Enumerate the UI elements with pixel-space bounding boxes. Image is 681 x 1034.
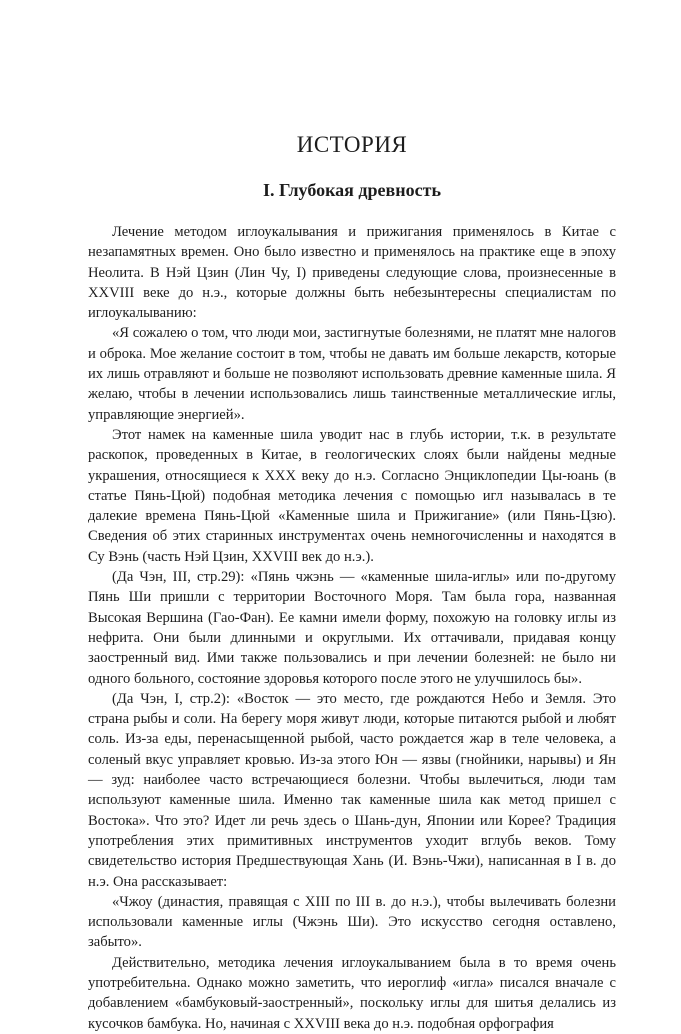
paragraph: (Да Чэн, III, стр.29): «Пянь чжэнь — «каменные шила-иглы» или по-другому Пянь Ши пришли с территории Восточного Моря. Там была гора, названная Высокая Вершина (Гао-Фан). Ее камни имели форму, похожую на головку иглы из нефрита. Они были длинными и округлыми. Их оттачивали, придавая концу заостренный вид. Ими также пользовались и при лечении болезней: не было ни одного больного, состояние здоровья которого после этого не улучшилось бы».	[88, 569, 616, 687]
quote-paragraph: «Чжоу (династия, правящая с XIII по III в. до н.э.), чтобы вылечивать болезни использовали каменные иглы (Чжэнь Ши). Это искусство сегодня оставлено, забыто».	[88, 893, 616, 951]
section-title: I. Глубокая древность	[263, 180, 441, 200]
paragraph: (Да Чэн, I, стр.2): «Восток — это место, где рождаются Небо и Земля. Это страна рыбы и соли. На берегу моря живут люди, которые питаются рыбой и любят соль. Из-за еды, перенасыщенной рыбой, часто рождается жар в теле человека, а соленый вкус управляет кровью. Из-за этого Юн — язвы (гнойники, нарывы) и Ян — зуд: наиболее часто встречающиеся болезни. Чтобы вылечиться, люди там используют каменные шила. Именно так каменные шила как метод пришел с Востока». Что это? Идет ли речь здесь о Шань-дун, Японии или Корее? Традиция употребления этих примитивных инструментов уходит вглубь веков. Тому свидетельство история Предшествующая Хань (И. Вэнь-Чжи), написанная в I в. до н.э. Она рассказывает:	[88, 690, 616, 890]
paragraph: Лечение методом иглоукалывания и прижигания применялось в Китае с незапамятных времен. Оно было известно и применялось на практике еще в эпоху Неолита. В Нэй Цзин (Лин Чу, I) приведены следующие слова, произнесенные в XXVIII веке до н.э., которые должны быть небезынтересны специалистам по иглоукалыванию:	[88, 224, 616, 322]
paragraph: Этот намек на каменные шила уводит нас в глубь истории, т.к. в результате раскопок, проведенных в Китае, в геологических слоях были найдены медные украшения, относящиеся к XXX веку до н.э. Согласно Энциклопедии Цы-юань (в статье Пянь-Цюй) подобная методика лечения с помощью игл называлась в те далекие времена Пянь-Цюй «Каменные шила и Прижигание» (или Пянь-Цзю). Сведения об этих старинных инструментах очень немногочисленны и находятся в Су Вэнь (часть Нэй Цзин, XXVIII век до н.э.).	[88, 426, 616, 565]
paragraph: Действительно, методика лечения иглоукалыванием была в то время очень употребительна. Однако можно заметить, что иероглиф «игла» писался вначале с добавлением «бамбуковый-заостренный», поскольку иглы для шитья делались из кусочков бамбука. Но, начиная с XXVIII века до н.э. подобная орфография	[88, 954, 616, 1032]
quote-paragraph: «Я сожалею о том, что люди мои, застигнутые болезнями, не платят мне налогов и оброка. Мое желание состоит в том, чтобы не давать им больше лекарств, которые их лишь отравляют и больше не позволяют использовать древние каменные шила. Я желаю, чтобы в лечении использовались лишь таинственные металлические иглы, управляющие энергией».	[88, 325, 616, 423]
chapter-title: ИСТОРИЯ	[296, 132, 408, 157]
body-text	[88, 222, 616, 1034]
